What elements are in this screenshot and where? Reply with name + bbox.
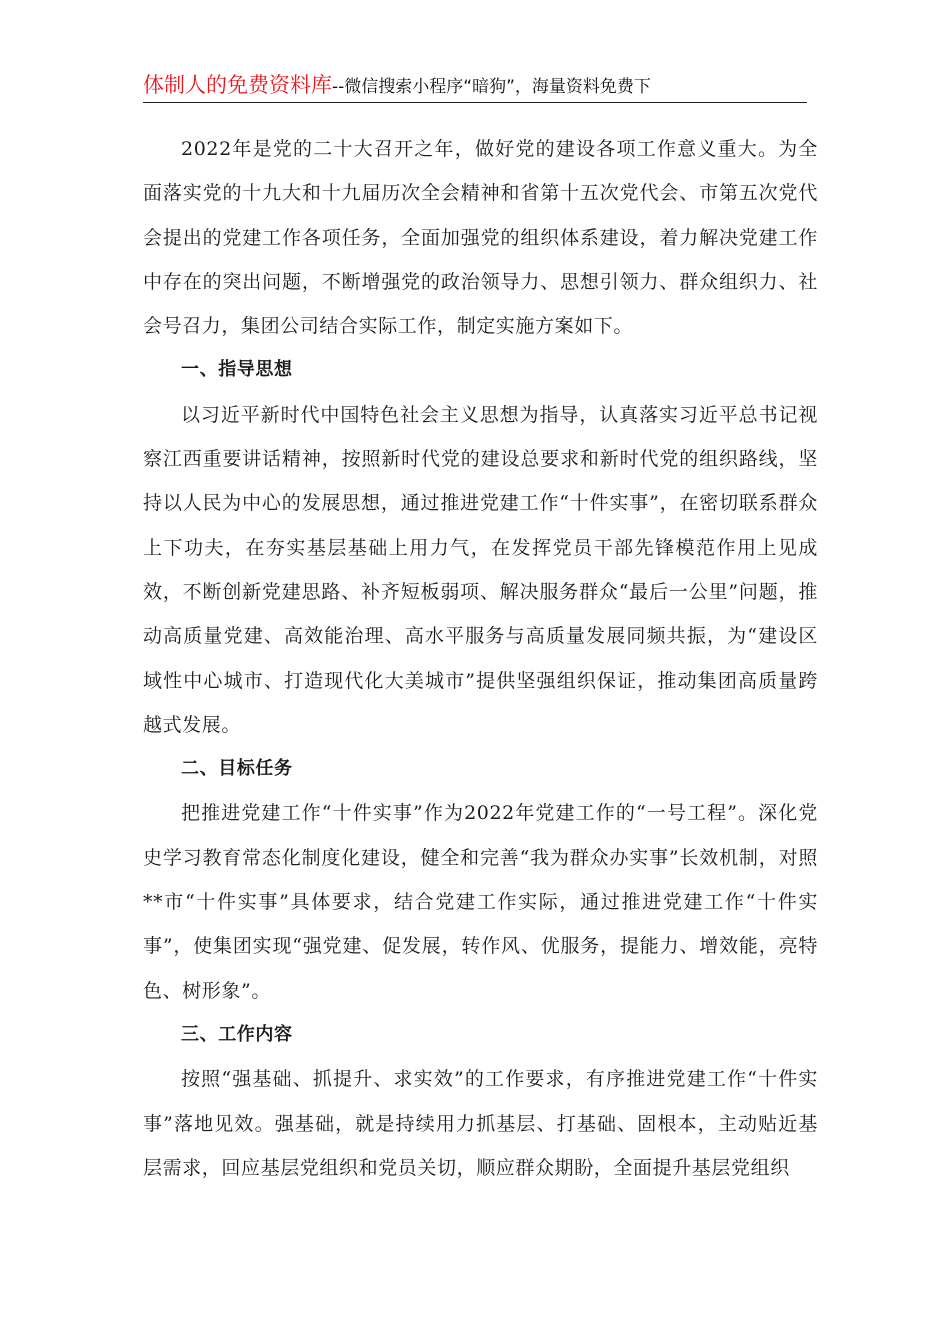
section-heading-guiding-ideology: 一、指导思想 xyxy=(181,359,293,381)
section-body-objectives: 把推进党建工作“十件实事”作为2022年党建工作的“一号工程”。深化党史学习教育常态化制度化建设，健全和完善“我为群众办实事”长效机制，对照**市“十件实事”具体要求，结合党建工作实际，通过推进党建工作“十件实事”，使集团实现“强党建、促发展，转作风、优服务，提能力、增效能，亮特色、树形象”。 xyxy=(143,802,818,1002)
intro-paragraph: 2022年是党的二十大召开之年，做好党的建设各项工作意义重大。为全面落实党的十九大和十九届历次全会精神和省第十五次党代会、市第五次党代会提出的党建工作各项任务，全面加强党的组织体系建设，着力解决党建工作中存在的突出问题，不断增强党的政治领导力、思想引领力、群众组织力、社会号召力，集团公司结合实际工作，制定实施方案如下。 xyxy=(143,138,818,338)
section-body-work-content: 按照“强基础、抓提升、求实效”的工作要求，有序推进党建工作“十件实事”落地见效。强基础，就是持续用力抓基层、打基础、固根本，主动贴近基层需求，回应基层党组织和党员关切，顺应群众期盼，全面提升基层党组织 xyxy=(143,1068,818,1179)
section-heading-objectives: 二、目标任务 xyxy=(181,758,293,780)
document-body xyxy=(143,127,818,1190)
header-brand: 体制人的免费资料库 xyxy=(143,73,332,97)
section-body-guiding-ideology: 以习近平新时代中国特色社会主义思想为指导，认真落实习近平总书记视察江西重要讲话精神，按照新时代党的建设总要求和新时代党的组织路线，坚持以人民为中心的发展思想，通过推进党建工作“十件实事”，在密切联系群众上下功夫，在夯实基层基础上用力气，在发挥党员干部先锋模范作用上见成效，不断创新党建思路、补齐短板弱项、解决服务群众“最后一公里”问题，推动高质量党建、高效能治理、高水平服务与高质量发展同频共振，为“建设区域性中心城市、打造现代化大美城市”提供坚强组织保证，推动集团高质量跨越式发展。 xyxy=(143,403,818,736)
header-tagline: --微信搜索小程序“暗狗”，海量资料免费下 xyxy=(332,77,651,97)
page-header xyxy=(143,70,807,103)
section-heading-work-content: 三、工作内容 xyxy=(181,1023,293,1045)
